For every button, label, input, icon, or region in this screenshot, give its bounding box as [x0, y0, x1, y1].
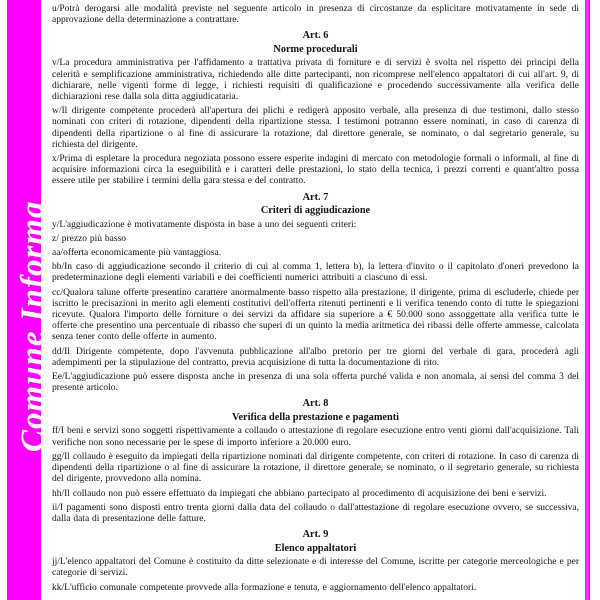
paragraph: w/Il dirigente competente procederà all'apertura dei plichi e redigerà apposito verbale, alla presenza di due testimoni, dallo stesso nominati con criteri di rotazione, dipendenti della ripartizione stessa. I testimoni potranno essere nominati, in caso di carenza di dipendenti della ripartizione o al fine di assicurare la rotazione, dal direttore generale, se nominato, o dal segretario generale, su richiesta del dirigente. [52, 106, 579, 150]
document-body [52, 4, 579, 597]
magenta-side-banner [7, 0, 51, 600]
paragraph: cc/Qualora talune offerte presentino carattere anormalmente basso rispetto alla prestazione, il dirigente, prima di escluderle, chiede per iscritto le precisazioni in merito agli elementi costitutivi dell'offerta ritenuti pertinenti e li verifica tenendo conto di tutte le spiegazioni ricevute. Qualora l'importo delle forniture o dei servizi da affidare sia superiore a € 50.000 sono assoggettate alla verifica tutte le offerte che presentino una percentuale di ribasso che superi di un quinto la media aritmetica dei ribassi delle offerte ammesse, calcolata senza tener conto delle offerte in aumento. [52, 287, 579, 343]
paragraph: Ee/L'aggiudicazione può essere disposta anche in presenza di una sola offerta purché valida e non anomala, ai sensi del comma 3 del presente articolo. [52, 372, 579, 394]
article-8-title: Verifica della prestazione e pagamenti [231, 411, 399, 423]
banner-title: Comune Informa [15, 200, 51, 452]
paragraph: gg/Il collaudo è eseguito da impiegati della ripartizione nominati dal dirigente competente, con criteri di rotazione. In caso di carenza di dipendenti della ripartizione o al fine di assicurare la rotazione, il direttore generale, se nominato, o il segretario generale, su richiesta del dirigente, provvedono alla nomina. [52, 451, 579, 485]
paragraph: ii/I pagamenti sono disposti entro trenta giorni dalla data del collaudo o dall'attestazione di regolare esecuzione ovvero, se successiva, dalla data di presentazione delle fatture. [52, 502, 579, 524]
paragraph: jj/L'elenco appaltatori del Comune è costituito da ditte selezionate e di interesse del Comune, iscritte per categorie merceologiche e per categorie di servizi. [52, 557, 579, 579]
paragraph: x/Prima di espletare la procedura negoziata possono essere esperite indagini di mercato con metodologie formali o informali, al fine di acquisire informazioni circa la eseguibilità e i caratteri delle prestazioni, lo stato della tecnica, i prezzi correnti e quant'altro possa essere utile per stabilire i termini della gara stessa e del contratto. [52, 154, 579, 187]
paragraph: dd/Il Dirigente competente, dopo l'avvenuta pubblicazione all'albo pretorio per tre giorni del verbale di gara, procederà agli adempimenti per la stipulazione del contratto, previa acquisizione di tutta la documentazione di rito. [52, 346, 579, 368]
paragraph: v/La procedura amministrativa per l'affidamento a trattativa privata di forniture e di servizi è svolta nel rispetto dei principi della celerità e semplificazione amministrativa, richiedendo alle ditte partecipanti, non ricomprese nell'elenco appaltatori di cui all'art. 9, di dichiarare, nelle vigenti forme di legge, i richiesti requisiti di qualificazione e procedendo successivamente alla verifica delle dichiarazioni rese dalla sola ditta aggiudicataria. [52, 58, 579, 103]
article-9-number: Art. 9 [302, 529, 329, 541]
paragraph: z/ prezzo più basso [52, 233, 127, 244]
paragraph: kk/L'ufficio comunale competente provvede alla formazione e tenuta, e aggiornamento dell'elenco appaltatori. [52, 582, 477, 593]
paragraph: aa/offerta economicamente più vantaggiosa. [52, 248, 222, 259]
article-8-number: Art. 8 [302, 398, 329, 410]
paragraph: ff/I beni e servizi sono soggetti rispettivamente a collaudo o attestazione di regolare esecuzione entro venti giorni dall'acquisizione. Tali verifiche non sono necessarie per le spese di importo inferiore a 20.000 euro. [52, 426, 579, 448]
article-6-title: Norme procedurali [273, 43, 358, 55]
article-7-title: Criteri di aggiudicazione [260, 205, 371, 217]
paragraph: hh/Il collaudo non può essere effettuato da impiegati che abbiano partecipato al procedimento di acquisizione dei beni e servizi. [52, 488, 547, 499]
article-6-number: Art. 6 [302, 30, 329, 42]
right-border-rule [585, 0, 590, 600]
article-9-title: Elenco appaltatori [274, 542, 357, 554]
article-7-number: Art. 7 [302, 191, 329, 203]
paragraph: y/L'aggiudicazione è motivatamente disposta in base a uno dei seguenti criteri: [52, 219, 357, 230]
paragraph: bb/In caso di aggiudicazione secondo il criterio di cui al comma 1, lettera b), la lettera d'invito o il capitolato d'oneri prevedono la predeterminazione degli elementi variabili e dei coefficienti numerici attribuiti a ciascuno di essi. [52, 262, 579, 284]
paragraph-intro: u/Potrà derogarsi alle modalità previste nel seguente articolo in presenza di circostanze da esplicitare motivatamente in sede di approvazione della determinazione a contrattare. [52, 4, 579, 26]
